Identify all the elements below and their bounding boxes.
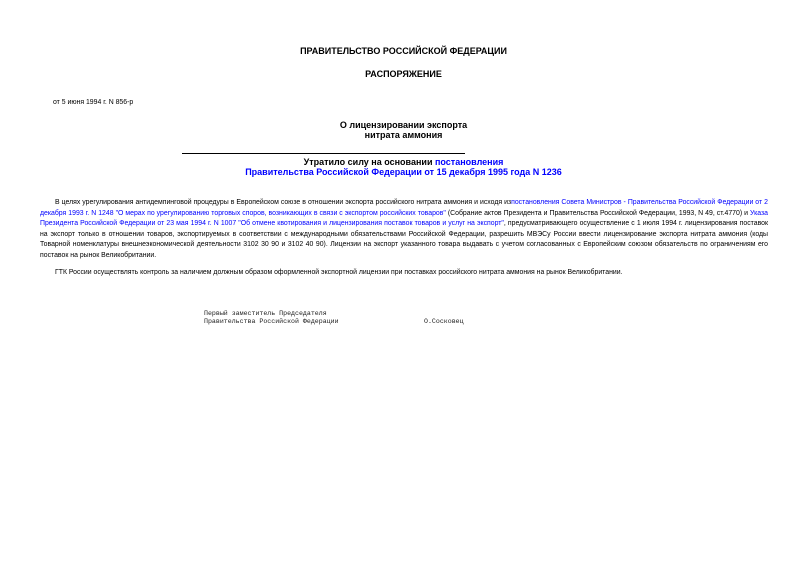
repeal-decree-link[interactable]: постановления bbox=[434, 157, 504, 167]
repeal-status-prefix: Утратило силу на основании bbox=[303, 157, 435, 167]
paragraph-1-text-2: (Собрание актов Президента и Правительства Российской Федерации, 1993, N 49, ст.4770) и bbox=[445, 209, 750, 217]
signatory-name: О.Сосковец bbox=[424, 318, 464, 325]
government-heading: ПРАВИТЕЛЬСТВО РОССИЙСКОЙ ФЕДЕРАЦИИ bbox=[300, 46, 507, 56]
document-type-heading: РАСПОРЯЖЕНИЕ bbox=[365, 69, 442, 79]
document-title-line-1: О лицензировании экспорта bbox=[339, 120, 468, 130]
body-paragraph-1 bbox=[40, 198, 768, 262]
document-date-number: от 5 июня 1994 г. N 856-р bbox=[53, 99, 134, 106]
repeal-decree-link-line-2[interactable]: Правительства Российской Федерации от 15 декабря 1995 года N 1236 bbox=[245, 167, 562, 177]
signature-title-line-2: Правительства Российской Федерации bbox=[204, 318, 339, 325]
body-paragraph-2: ГТК России осуществлять контроль за наличием должным образом оформленной экспортной лицензии при поставках российского нитрата аммония на рынок Великобритании. bbox=[55, 269, 623, 276]
paragraph-1-text-3: , предусматривающего осуществление с 1 июля 1994 г. лицензирования поставок на экспорт только в отношении товаров, экспортируемых в соответствии с международными обязательствами Российской Федерации, разрешить МВЭСу России ввести лицензирование экспорта нитрата аммония (коды Товарной номенклатуры внешнеэкономической деятельности 3102 30 90 и 3102 40 90). Лицензии на экспорт указанного товара выдавать с учетом согласованных с Европейским союзом обязательств по ограничениям его поставок на рынок Великобритании. bbox=[40, 220, 769, 259]
council-of-ministers-decree-link[interactable]: постановления Совета Министров - Правительства Российской Федерации от 2 декабря 1993 г. N 1248 "О мерах по урегулированию торговых споров, возникающих в связи с экспортом российских товаров" bbox=[40, 199, 768, 217]
presidential-decree-link[interactable]: Указа Президента Российской Федерации от 23 мая 1994 г. N 1007 "Об отмене квотирования и лицензирования поставок товаров и услуг на экспорт" bbox=[40, 209, 768, 228]
document-title-line-2: нитрата аммония bbox=[364, 130, 443, 140]
signature-title-line-1: Первый заместитель Председателя bbox=[204, 310, 327, 317]
paragraph-1-text-1: В целях урегулирования антидемпинговой процедуры в Европейском союзе в отношении экспорта российского нитрата аммония и исходя из bbox=[55, 199, 512, 206]
separator-line bbox=[182, 153, 465, 154]
